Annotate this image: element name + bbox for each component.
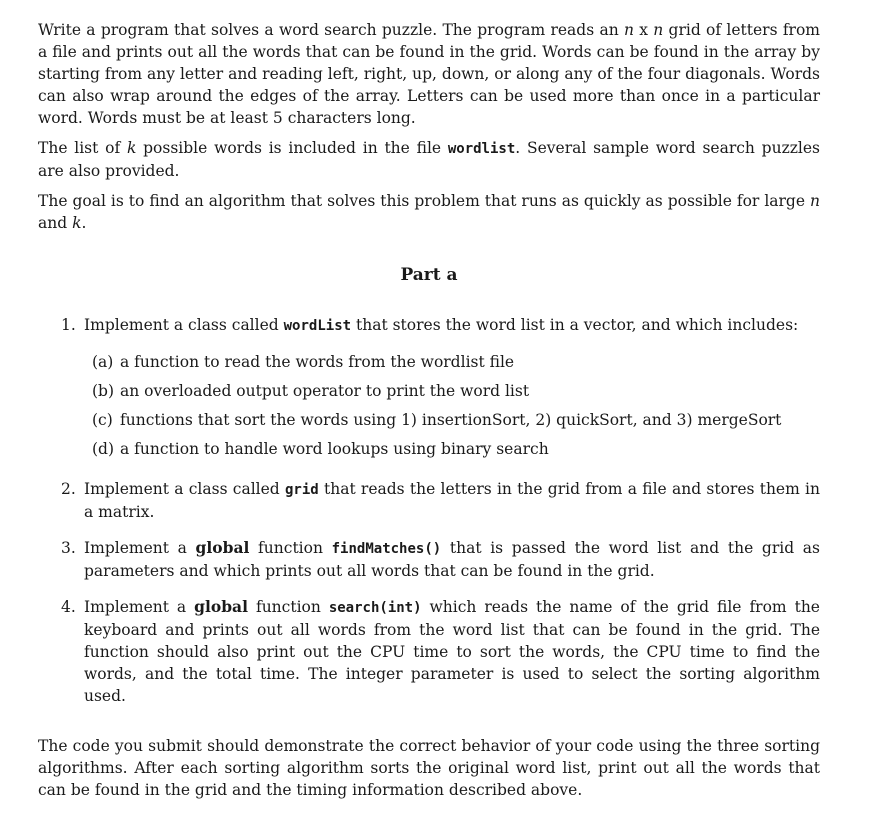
math-n: n [623, 21, 634, 39]
task-item-2 [38, 478, 820, 523]
code: grid [285, 482, 319, 498]
text: that is passed the word list and the grid as parameters and which prints out all words that can be found in the grid. [84, 539, 820, 580]
text: grid of letters from a file and prints out all the words that can be found in the grid. Words can be found in the array by starting from any letter and reading left, right, up, down, or along any of the four diagonals. Words can also wrap around the edges of the array. Letters can be used more than once in a particular word. Words must be at least 5 characters long. [38, 21, 820, 127]
subtask-item [84, 351, 820, 373]
text: that reads the letters in the grid from a file and stores them in a matrix. [84, 480, 821, 521]
item-number: 3. [61, 539, 76, 557]
math-n: n [653, 21, 664, 39]
subtask-label: (b) [92, 382, 115, 400]
text: . Several sample word search puzzles are also provided. [38, 139, 820, 180]
task-list [38, 314, 820, 707]
bold-text: global [194, 597, 248, 616]
subtask-item [84, 380, 820, 402]
subtask-text: a function to handle word lookups using binary search [120, 440, 549, 458]
section-title: Part a [400, 265, 458, 285]
text: possible words is included in the file [136, 139, 448, 157]
subtask-label: (a) [92, 353, 114, 371]
text: and [38, 214, 73, 232]
intro-paragraph-2 [38, 137, 820, 182]
subtask-item [84, 438, 820, 460]
text: Write a program that solves a word search puzzle. The program reads an [38, 21, 624, 39]
subtask-label: (d) [92, 440, 115, 458]
task-item-1 [38, 314, 820, 460]
text: which reads the name of the grid file from the keyboard and prints out all words from the word list that can be found in the grid. The function should also print out the CPU time to sort the words, the CPU time to find the words, and the total time. The integer parameter is used to select the sorting algorithm used. [84, 598, 820, 705]
task-text [84, 596, 820, 707]
subtask-text: an overloaded output operator to print the word list [120, 382, 530, 400]
task-text [84, 478, 820, 523]
code: wordList [283, 318, 352, 334]
subtask-list [84, 351, 820, 460]
text: The goal is to find an algorithm that solves this problem that runs as quickly as possible for large [38, 192, 811, 210]
math-n: n [810, 192, 820, 210]
item-number: 4. [61, 598, 76, 616]
subtask-item [84, 409, 820, 431]
text: function [247, 598, 329, 616]
item-number: 1. [61, 316, 76, 334]
text: . [81, 214, 87, 232]
bold-text: global [195, 538, 250, 557]
filename-code: wordlist [447, 141, 516, 157]
task-text [84, 537, 820, 582]
document-page [38, 19, 820, 801]
text: Implement a [84, 539, 196, 557]
closing-paragraph: The code you submit should demonstrate the correct behavior of your code using the three sorting algorithms. After each sorting algorithm sorts the original word list, print out all the words that can be found in the grid and the timing information described above. [38, 737, 820, 799]
code: search(int) [328, 600, 422, 616]
text: Implement a [84, 598, 195, 616]
math-k: k [126, 139, 137, 157]
task-item-3 [38, 537, 820, 582]
subtask-text: a function to read the words from the wordlist file [120, 353, 515, 371]
subtask-text: functions that sort the words using 1) insertionSort, 2) quickSort, and 3) mergeSort [120, 411, 782, 429]
task-item-4 [38, 596, 820, 707]
text: Implement a class called [84, 316, 284, 334]
intro-paragraph-3 [38, 190, 820, 234]
item-number: 2. [61, 480, 76, 498]
math-k: k [72, 214, 82, 232]
text: that stores the word list in a vector, and which includes: [351, 316, 799, 334]
text: function [249, 539, 332, 557]
subtask-label: (c) [92, 411, 113, 429]
text: The list of [38, 139, 127, 157]
text: Implement a class called [84, 480, 285, 498]
code: findMatches() [331, 541, 442, 557]
intro-paragraph-1 [38, 19, 820, 129]
text: x [633, 21, 654, 39]
